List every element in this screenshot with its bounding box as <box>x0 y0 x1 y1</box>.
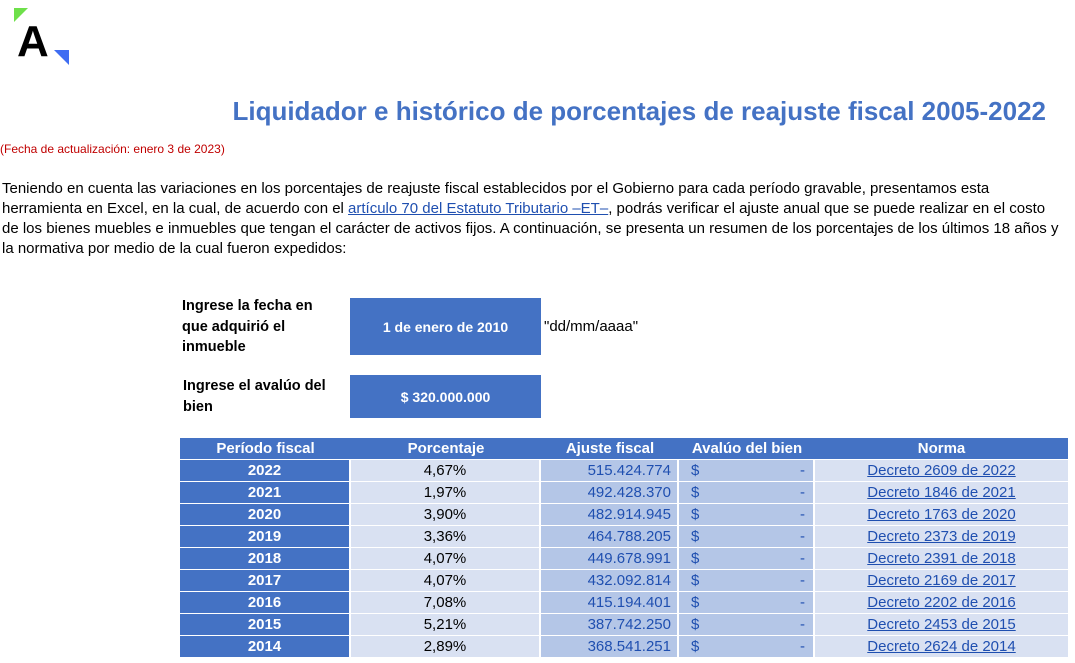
appraisal-cell[interactable] <box>679 614 813 635</box>
percentage-cell[interactable]: 2,89% <box>351 636 539 657</box>
appraisal-cell[interactable] <box>679 548 813 569</box>
appraisal-label: Ingrese el avalúo del bien <box>183 378 326 415</box>
norm-link[interactable]: Decreto 2453 de 2015 <box>867 616 1016 633</box>
adjustment-cell[interactable]: 482.914.945 <box>541 504 677 525</box>
appraisal-value: - <box>800 550 805 567</box>
norm-cell <box>815 548 1068 569</box>
company-logo <box>14 8 70 66</box>
currency-symbol: $ <box>691 484 700 501</box>
date-format-hint: "dd/mm/aaaa" <box>544 318 639 335</box>
norm-link[interactable]: Decreto 2624 de 2014 <box>867 638 1016 655</box>
currency-symbol: $ <box>691 616 700 633</box>
percentage-cell[interactable]: 4,07% <box>351 570 539 591</box>
norm-cell <box>815 460 1068 481</box>
currency-symbol: $ <box>691 528 700 545</box>
percentage-cell[interactable]: 4,67% <box>351 460 539 481</box>
norm-cell <box>815 614 1068 635</box>
adjustment-cell[interactable]: 464.788.205 <box>541 526 677 547</box>
purchase-date-input[interactable]: 1 de enero de 2010 <box>350 298 541 355</box>
percentage-cell[interactable]: 4,07% <box>351 548 539 569</box>
appraisal-value: - <box>800 616 805 633</box>
currency-symbol: $ <box>691 594 700 611</box>
adjustment-cell[interactable]: 449.678.991 <box>541 548 677 569</box>
appraisal-value: - <box>800 528 805 545</box>
year-cell[interactable]: 2021 <box>180 482 349 503</box>
appraisal-value: - <box>800 484 805 501</box>
currency-symbol: $ <box>691 638 700 655</box>
norm-link[interactable]: Decreto 2391 de 2018 <box>867 550 1016 567</box>
appraisal-cell[interactable] <box>679 482 813 503</box>
percentage-cell[interactable]: 7,08% <box>351 592 539 613</box>
intro-text-2: , podrás verificar el ajuste anual que se puede realizar en el costo de los bienes muebles e inmuebles que tengan el carácter de activos fijos. A continuación, se presenta un resumen de los porcentajes de los últimos 18 años y la normativa por medio de la cual fueron expedidos: <box>2 200 1059 257</box>
norm-cell <box>815 570 1068 591</box>
header-period: Período fiscal <box>180 438 351 459</box>
adjustment-cell[interactable]: 368.541.251 <box>541 636 677 657</box>
currency-symbol: $ <box>691 506 700 523</box>
intro-paragraph <box>2 179 1062 259</box>
year-cell[interactable]: 2019 <box>180 526 349 547</box>
header-appraisal: Avalúo del bien <box>679 438 815 459</box>
purchase-date-label: Ingrese la fecha en que adquirió el inmueble <box>182 298 313 355</box>
appraisal-cell[interactable] <box>679 636 813 657</box>
norm-link[interactable]: Decreto 2169 de 2017 <box>867 572 1016 589</box>
appraisal-cell[interactable] <box>679 592 813 613</box>
year-cell[interactable]: 2015 <box>180 614 349 635</box>
appraisal-value: - <box>800 506 805 523</box>
appraisal-value: - <box>800 572 805 589</box>
year-cell[interactable]: 2014 <box>180 636 349 657</box>
appraisal-cell[interactable] <box>679 526 813 547</box>
appraisal-input[interactable]: $ 320.000.000 <box>350 375 541 418</box>
norm-cell <box>815 482 1068 503</box>
norm-link[interactable]: Decreto 1846 de 2021 <box>867 484 1016 501</box>
currency-symbol: $ <box>691 550 700 567</box>
percentage-cell[interactable]: 3,90% <box>351 504 539 525</box>
norm-cell <box>815 504 1068 525</box>
year-cell[interactable]: 2018 <box>180 548 349 569</box>
adjustment-cell[interactable]: 415.194.401 <box>541 592 677 613</box>
percentage-cell[interactable]: 1,97% <box>351 482 539 503</box>
page-title: Liquidador e histórico de porcentajes de reajuste fiscal 2005-2022 <box>232 96 1046 126</box>
norm-cell <box>815 636 1068 657</box>
header-norm: Norma <box>815 438 1068 459</box>
appraisal-cell[interactable] <box>679 460 813 481</box>
norm-link[interactable]: Decreto 1763 de 2020 <box>867 506 1016 523</box>
adjustment-cell[interactable]: 432.092.814 <box>541 570 677 591</box>
appraisal-value: - <box>800 462 805 479</box>
header-percentage: Porcentaje <box>351 438 541 459</box>
adjustment-cell[interactable]: 492.428.370 <box>541 482 677 503</box>
currency-symbol: $ <box>691 572 700 589</box>
norm-cell <box>815 592 1068 613</box>
intro-text-1: Teniendo en cuenta las variaciones en los porcentajes de reajuste fiscal establecidos por el Gobierno para cada período gravable, presentamos esta herramienta en Excel, en la cual, de acuerdo con el <box>2 180 990 217</box>
norm-link[interactable]: Decreto 2609 de 2022 <box>867 462 1016 479</box>
year-cell[interactable]: 2020 <box>180 504 349 525</box>
appraisal-value: - <box>800 638 805 655</box>
header-adjustment: Ajuste fiscal <box>541 438 679 459</box>
svg-text:A: A <box>17 17 49 66</box>
year-cell[interactable]: 2016 <box>180 592 349 613</box>
adjustment-cell[interactable]: 515.424.774 <box>541 460 677 481</box>
percentage-cell[interactable]: 5,21% <box>351 614 539 635</box>
norm-link[interactable]: Decreto 2202 de 2016 <box>867 594 1016 611</box>
appraisal-cell[interactable] <box>679 570 813 591</box>
year-cell[interactable]: 2017 <box>180 570 349 591</box>
article-70-link[interactable]: artículo 70 del Estatuto Tributario –ET– <box>348 200 609 217</box>
currency-symbol: $ <box>691 462 700 479</box>
norm-cell <box>815 526 1068 547</box>
appraisal-cell[interactable] <box>679 504 813 525</box>
year-cell[interactable]: 2022 <box>180 460 349 481</box>
appraisal-value: - <box>800 594 805 611</box>
adjustment-cell[interactable]: 387.742.250 <box>541 614 677 635</box>
percentage-cell[interactable]: 3,36% <box>351 526 539 547</box>
update-date-note: (Fecha de actualización: enero 3 de 2023) <box>0 142 225 156</box>
norm-link[interactable]: Decreto 2373 de 2019 <box>867 528 1016 545</box>
